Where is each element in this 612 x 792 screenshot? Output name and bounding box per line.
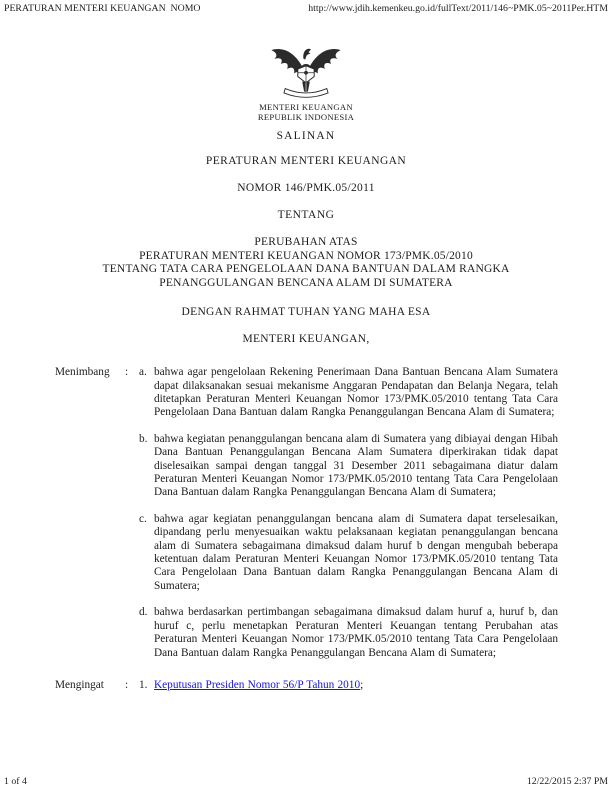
print-footer	[4, 776, 608, 787]
garuda-pancasila-icon	[268, 40, 344, 103]
link-suffix: ;	[360, 678, 364, 691]
document-body	[0, 40, 612, 692]
emblem-block	[0, 40, 612, 122]
kepres-56-2010-link[interactable]: Keputusan Presiden Nomor 56/P Tahun 2010	[154, 678, 361, 691]
subject-block	[0, 236, 612, 290]
item-text: bahwa agar kegiatan penanggulangan bencana alam di Sumatera dapat terselesaikan, dipandang perlu menyesuaikan waktu pelaksanaan kegiatan penanggulangan bencana alam di Sumatera sebagaimana dimaksud dalam huruf b dengan mengubah beberapa ketentuan dalam Peraturan Menteri Keuangan Nomor 173/PMK.05/2010 tentang Tata Cara Pengelolaan Dana Bantuan dalam Rangka Penanggulangan Bencana Alam di Sumatera;	[154, 512, 558, 592]
item-marker: b.	[139, 432, 148, 445]
clauses	[55, 366, 558, 692]
recalling-item-1	[139, 679, 558, 692]
subject-line: PERATURAN MENTERI KEUANGAN NOMOR 173/PMK.05/2010	[139, 249, 473, 262]
doc-title: PERATURAN MENTERI KEUANGAN	[205, 155, 407, 168]
subject-line: PERUBAHAN ATAS	[254, 236, 358, 249]
page-number: 1 of 4	[4, 776, 27, 787]
copy-stamp: SALINAN	[276, 130, 336, 143]
considering-section	[55, 366, 558, 660]
ministry-name: MENTERI KEUANGAN	[259, 102, 353, 112]
subject-line: PENANGGULANGAN BENCANA ALAM DI SUMATERA	[159, 276, 453, 289]
print-header-title: PERATURAN MENTERI KEUANGAN NOMO	[4, 3, 201, 14]
page-url: http://www.jdih.kemenkeu.go.id/fullText/2011/146~PMK.05~2011Per.HTM	[308, 3, 608, 14]
clause-colon: :	[125, 366, 129, 379]
item-text: bahwa agar pengelolaan Rekening Penerimaan Dana Bantuan Bencana Alam Sumatera dapat dilaksanakan sesuai mekanisme Anggaran Pendapatan dan Belanja Negara, telah ditetapkan Peraturan Menteri Keuangan Nomor 173/PMK.05/2010 tentang Tata Cara Pengelolaan Dana Bantuan dalam Rangka Penanggulangan Bencana Alam di Sumatera;	[154, 366, 558, 419]
republic-name: REPUBLIK INDONESIA	[257, 111, 355, 122]
considering-item-d	[139, 606, 558, 660]
invocation: DENGAN RAHMAT TUHAN YANG MAHA ESA	[181, 306, 431, 319]
considering-item-c	[139, 513, 558, 593]
item-text: bahwa berdasarkan pertimbangan sebagaimana dimaksud dalam huruf a, huruf b, dan huruf c, perlu menetapkan Peraturan Menteri Keuangan tentang Perubahan atas Peraturan Menteri Keuangan Nomor 173/PMK.05/2010 tentang Tata Cara Pengelolaan Dana Bantuan dalam Rangka Penanggulangan Bencana Alam di Sumatera;	[154, 606, 558, 659]
item-marker: c.	[139, 512, 147, 525]
item-marker: a.	[139, 366, 147, 379]
recalling-label: Mengingat	[55, 678, 104, 691]
considering-item-b	[139, 433, 558, 500]
item-text: bahwa kegiatan penanggulangan bencana alam di Sumatera yang dibiayai dengan Hibah Dana Bantuan Penanggulangan Bencana Alam Sumatera diperkirakan tidak dapat diselesaikan sampai dengan tanggal 31 Desember 2011 sebagaimana diatur dalam Peraturan Menteri Keuangan Nomor 173/PMK.05/2010 tentang Tata Cara Pengelolaan Dana Bantuan dalam Rangka Penanggulangan Bencana Alam di Sumatera;	[154, 432, 558, 499]
issuer: MENTERI KEUANGAN,	[242, 333, 370, 346]
item-marker: d.	[139, 606, 148, 619]
considering-label: Menimbang	[55, 366, 110, 379]
doc-number: NOMOR 146/PMK.05/2011	[237, 182, 375, 195]
subject-line: TENTANG TATA CARA PENGELOLAAN DANA BANTUAN DALAM RANGKA	[102, 263, 510, 276]
about-label: TENTANG	[277, 209, 335, 222]
item-text	[154, 679, 558, 692]
item-marker: 1.	[139, 678, 148, 691]
clause-colon: :	[125, 678, 129, 691]
recalling-section	[55, 679, 558, 692]
print-timestamp: 12/22/2015 2:37 PM	[526, 776, 608, 787]
print-header	[4, 3, 608, 14]
considering-item-a	[139, 366, 558, 420]
